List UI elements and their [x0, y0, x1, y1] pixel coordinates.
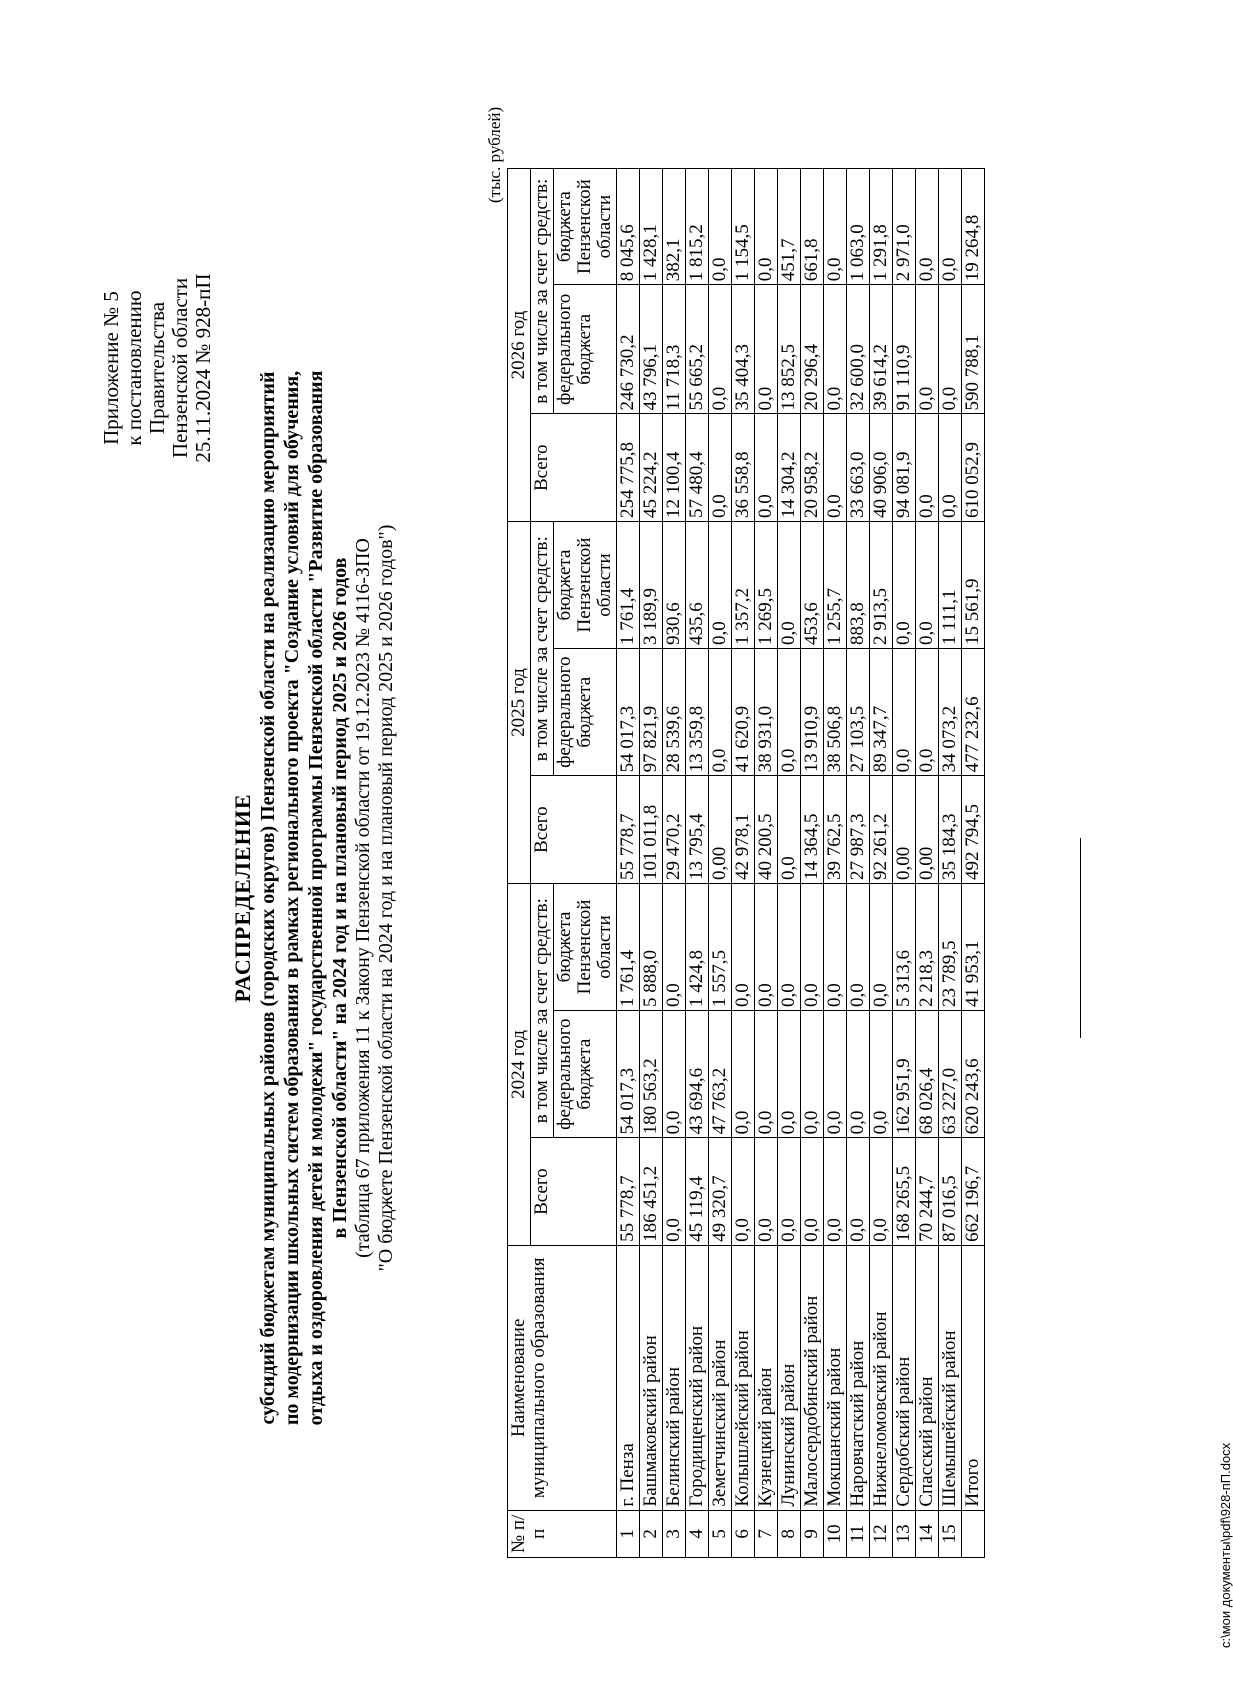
- row-number: 15: [939, 1510, 962, 1557]
- row-number: 9: [801, 1510, 824, 1557]
- amount-cell: 47 763,2: [709, 1010, 732, 1137]
- title-line: в Пензенской области" на 2024 год и на плановый период 2025 и 2026 годов: [329, 557, 351, 1239]
- separator-line: [1080, 838, 1081, 1038]
- amount-cell: 5 313,6: [893, 883, 916, 1010]
- municipality-name: Городищенский район: [686, 1245, 709, 1510]
- amount-cell: 0,0: [755, 169, 778, 285]
- amount-cell: 97 821,9: [640, 649, 663, 776]
- amount-cell: 34 073,2: [939, 649, 962, 776]
- amount-cell: 0,0: [755, 1010, 778, 1137]
- amount-cell: 590 788,1: [962, 285, 985, 414]
- amount-cell: 29 470,2: [663, 776, 686, 884]
- amount-cell: 43 694,6: [686, 1010, 709, 1137]
- amount-cell: 49 320,7: [709, 1138, 732, 1246]
- amount-cell: 68 026,4: [916, 1010, 939, 1137]
- amount-cell: 0,0: [709, 649, 732, 776]
- amount-cell: 0,0: [870, 883, 893, 1010]
- amount-cell: 0,00: [709, 776, 732, 884]
- amount-cell: 1 357,2: [732, 522, 755, 649]
- amount-cell: 1 424,8: [686, 883, 709, 1010]
- amount-cell: 40 906,0: [870, 414, 893, 522]
- amount-cell: 41 953,1: [962, 883, 985, 1010]
- amount-cell: 0,0: [801, 883, 824, 1010]
- amount-cell: 27 103,5: [847, 649, 870, 776]
- municipality-name: Башмаковский район: [640, 1245, 663, 1510]
- amount-cell: 0,0: [755, 414, 778, 522]
- amount-cell: 40 200,5: [755, 776, 778, 884]
- amount-cell: 0,0: [755, 883, 778, 1010]
- table-row: [870, 169, 893, 1558]
- header-including: в том числе за счет средств:: [531, 883, 554, 1137]
- amount-cell: 0,0: [755, 1138, 778, 1246]
- title-subline: (таблица 67 приложения 11 к Закону Пензенской области от 19.12.2023 № 4116-ЗПО: [352, 538, 374, 1258]
- amount-cell: 661,8: [801, 169, 824, 285]
- amount-cell: 0,0: [663, 883, 686, 1010]
- amount-cell: 3 189,9: [640, 522, 663, 649]
- amount-cell: 883,8: [847, 522, 870, 649]
- amount-cell: 92 261,2: [870, 776, 893, 884]
- amount-cell: 610 052,9: [962, 414, 985, 522]
- amount-cell: 0,0: [916, 285, 939, 414]
- row-number: 3: [663, 1510, 686, 1557]
- amount-cell: 0,0: [870, 1138, 893, 1246]
- header-name: Наименование муниципального образования: [508, 1245, 617, 1510]
- amount-cell: 1 815,2: [686, 169, 709, 285]
- amount-cell: 57 480,4: [686, 414, 709, 522]
- municipality-name: Сердобский район: [893, 1245, 916, 1510]
- amount-cell: 477 232,6: [962, 649, 985, 776]
- row-number: [962, 1510, 985, 1557]
- amount-cell: 36 558,8: [732, 414, 755, 522]
- header-total: Всего: [531, 414, 617, 522]
- amount-cell: 186 451,2: [640, 1138, 663, 1246]
- amount-cell: 0,0: [801, 1010, 824, 1137]
- amount-cell: 0,0: [663, 1138, 686, 1246]
- amount-cell: 0,0: [801, 1138, 824, 1246]
- amount-cell: 38 931,0: [755, 649, 778, 776]
- amount-cell: 0,0: [778, 1138, 801, 1246]
- amount-cell: 55 665,2: [686, 285, 709, 414]
- amount-cell: 0,0: [939, 169, 962, 285]
- amount-cell: 1 291,8: [870, 169, 893, 285]
- attachment-line: 25.11.2024 № 928-пП: [191, 273, 215, 463]
- title-line: субсидий бюджетам муниципальных районов (городских округов) Пензенской области на реализацию мероприятий: [257, 371, 279, 1425]
- header-year-2025: 2025 год: [508, 522, 531, 884]
- table-body: [617, 169, 985, 1558]
- amount-cell: 0,0: [824, 285, 847, 414]
- amount-cell: 13 852,5: [778, 285, 801, 414]
- amount-cell: 45 224,2: [640, 414, 663, 522]
- amount-cell: 0,0: [824, 1010, 847, 1137]
- amount-cell: 35 184,3: [939, 776, 962, 884]
- amount-cell: 0,0: [778, 776, 801, 884]
- title-heading: РАСПРЕДЕЛЕНИЕ: [230, 793, 255, 1003]
- amount-cell: 33 663,0: [847, 414, 870, 522]
- amount-cell: 0,0: [824, 1138, 847, 1246]
- municipality-name: Итого: [962, 1245, 985, 1510]
- amount-cell: 14 364,5: [801, 776, 824, 884]
- header-year-2024: 2024 год: [508, 883, 531, 1245]
- amount-cell: 0,0: [939, 285, 962, 414]
- amount-cell: 2 218,3: [916, 883, 939, 1010]
- header-regional: бюджета Пензенской области: [554, 522, 617, 649]
- amount-cell: 13 910,9: [801, 649, 824, 776]
- header-regional: бюджета Пензенской области: [554, 883, 617, 1010]
- table-row: [732, 169, 755, 1558]
- row-number: 2: [640, 1510, 663, 1557]
- amount-cell: 382,1: [663, 169, 686, 285]
- amount-cell: 12 100,4: [663, 414, 686, 522]
- amount-cell: 0,0: [732, 1138, 755, 1246]
- amount-cell: 87 016,5: [939, 1138, 962, 1246]
- amount-cell: 54 017,3: [617, 1010, 640, 1137]
- amount-cell: 54 017,3: [617, 649, 640, 776]
- row-number: 7: [755, 1510, 778, 1557]
- amount-cell: 20 296,4: [801, 285, 824, 414]
- amount-cell: 70 244,7: [916, 1138, 939, 1246]
- amount-cell: 0,0: [709, 285, 732, 414]
- amount-cell: 0,0: [916, 414, 939, 522]
- table-row: [663, 169, 686, 1558]
- header-including: в том числе за счет средств:: [531, 522, 554, 776]
- table-row: [916, 169, 939, 1558]
- row-number: 13: [893, 1510, 916, 1557]
- row-number: 6: [732, 1510, 755, 1557]
- document-title: [230, 268, 398, 1528]
- amount-cell: 1 761,4: [617, 522, 640, 649]
- municipality-name: Кузнецкий район: [755, 1245, 778, 1510]
- row-number: 14: [916, 1510, 939, 1557]
- table-row: [962, 169, 985, 1558]
- amount-cell: 39 762,5: [824, 776, 847, 884]
- row-number: 1: [617, 1510, 640, 1557]
- row-number: 12: [870, 1510, 893, 1557]
- amount-cell: 246 730,2: [617, 285, 640, 414]
- amount-cell: 0,0: [709, 522, 732, 649]
- amount-cell: 39 614,2: [870, 285, 893, 414]
- amount-cell: 19 264,8: [962, 169, 985, 285]
- municipality-name: Спасский район: [916, 1245, 939, 1510]
- amount-cell: 13 795,4: [686, 776, 709, 884]
- amount-cell: 0,0: [778, 1010, 801, 1137]
- amount-cell: 1 269,5: [755, 522, 778, 649]
- table-row: [778, 169, 801, 1558]
- amount-cell: 0,0: [755, 285, 778, 414]
- municipality-name: г. Пенза: [617, 1245, 640, 1510]
- amount-cell: 0,0: [893, 649, 916, 776]
- amount-cell: 1 557,5: [709, 883, 732, 1010]
- amount-cell: 55 778,7: [617, 776, 640, 884]
- table-row: [755, 169, 778, 1558]
- amount-cell: 45 119,4: [686, 1138, 709, 1246]
- amount-cell: 0,0: [893, 522, 916, 649]
- amount-cell: 162 951,9: [893, 1010, 916, 1137]
- amount-cell: 1 428,1: [640, 169, 663, 285]
- amount-cell: 28 539,6: [663, 649, 686, 776]
- amount-cell: 0,0: [916, 169, 939, 285]
- title-subline: "О бюджете Пензенской области на 2024 год и на плановый период 2025 и 2026 годов"): [375, 524, 397, 1272]
- amount-cell: 0,0: [939, 414, 962, 522]
- units-label: (тыс. рублей): [485, 106, 504, 203]
- header-federal: федерального бюджета: [554, 1010, 617, 1137]
- table-row: [617, 169, 640, 1558]
- amount-cell: 0,0: [778, 883, 801, 1010]
- header-year-2026: 2026 год: [508, 169, 531, 522]
- header-total: Всего: [531, 1138, 617, 1246]
- municipality-name: Нижнеломовский район: [870, 1245, 893, 1510]
- header-num: № п/п: [508, 1510, 617, 1557]
- amount-cell: 662 196,7: [962, 1138, 985, 1246]
- amount-cell: 55 778,7: [617, 1138, 640, 1246]
- amount-cell: 492 794,5: [962, 776, 985, 884]
- amount-cell: 0,00: [916, 776, 939, 884]
- header-total: Всего: [531, 776, 617, 884]
- amount-cell: 0,0: [870, 1010, 893, 1137]
- amount-cell: 38 506,8: [824, 649, 847, 776]
- amount-cell: 11 718,3: [663, 285, 686, 414]
- municipality-name: Шемышейский район: [939, 1245, 962, 1510]
- amount-cell: 0,0: [916, 522, 939, 649]
- amount-cell: 89 347,7: [870, 649, 893, 776]
- table-row: [824, 169, 847, 1558]
- amount-cell: 620 243,6: [962, 1010, 985, 1137]
- amount-cell: 63 227,0: [939, 1010, 962, 1137]
- amount-cell: 27 987,3: [847, 776, 870, 884]
- amount-cell: 1 111,1: [939, 522, 962, 649]
- amount-cell: 0,0: [916, 649, 939, 776]
- title-line: отдыха и оздоровления детей и молодежи" государственной программы Пензенской области "Развитие образования: [305, 370, 327, 1426]
- municipality-name: Земетчинский район: [709, 1245, 732, 1510]
- row-number: 4: [686, 1510, 709, 1557]
- amount-cell: 8 045,6: [617, 169, 640, 285]
- header-federal: федерального бюджета: [554, 285, 617, 414]
- attachment-line: к постановлению Правительства: [122, 290, 169, 446]
- amount-cell: 0,0: [732, 883, 755, 1010]
- municipality-name: Малосердобинский район: [801, 1245, 824, 1510]
- header-including: в том числе за счет средств:: [531, 169, 554, 414]
- row-number: 8: [778, 1510, 801, 1557]
- amount-cell: 91 110,9: [893, 285, 916, 414]
- amount-cell: 0,0: [663, 1010, 686, 1137]
- row-number: 10: [824, 1510, 847, 1557]
- row-number: 5: [709, 1510, 732, 1557]
- amount-cell: 0,0: [778, 522, 801, 649]
- amount-cell: 15 561,9: [962, 522, 985, 649]
- amount-cell: 2 913,5: [870, 522, 893, 649]
- amount-cell: 20 958,2: [801, 414, 824, 522]
- amount-cell: 2 971,0: [893, 169, 916, 285]
- municipality-name: Лунинский район: [778, 1245, 801, 1510]
- municipality-name: Мокшанский район: [824, 1245, 847, 1510]
- amount-cell: 41 620,9: [732, 649, 755, 776]
- amount-cell: 0,0: [732, 1010, 755, 1137]
- amount-cell: 13 359,8: [686, 649, 709, 776]
- amount-cell: 23 789,5: [939, 883, 962, 1010]
- table-row: [847, 169, 870, 1558]
- amount-cell: 168 265,5: [893, 1138, 916, 1246]
- row-number: 11: [847, 1510, 870, 1557]
- amount-cell: 180 563,2: [640, 1010, 663, 1137]
- amount-cell: 14 304,2: [778, 414, 801, 522]
- table-row: [686, 169, 709, 1558]
- amount-cell: 5 888,0: [640, 883, 663, 1010]
- amount-cell: 453,6: [801, 522, 824, 649]
- table-row: [640, 169, 663, 1558]
- rotated-page: [60, 48, 1233, 1648]
- municipality-name: Колышлейский район: [732, 1245, 755, 1510]
- municipality-name: Белинский район: [663, 1245, 686, 1510]
- amount-cell: 1 255,7: [824, 522, 847, 649]
- amount-cell: 0,0: [709, 414, 732, 522]
- amount-cell: 1 154,5: [732, 169, 755, 285]
- amount-cell: 42 978,1: [732, 776, 755, 884]
- amount-cell: 0,0: [778, 649, 801, 776]
- amount-cell: 435,6: [686, 522, 709, 649]
- header-regional: бюджета Пензенской области: [554, 169, 617, 285]
- header-federal: федерального бюджета: [554, 649, 617, 776]
- table-row: [709, 169, 732, 1558]
- attachment-line: Приложение № 5: [99, 291, 123, 445]
- amount-cell: 930,6: [663, 522, 686, 649]
- municipality-name: Наровчатский район: [847, 1245, 870, 1510]
- table-row: [939, 169, 962, 1558]
- file-path-footer: c:\мои документы\pdf\928-пП.docx: [1218, 1442, 1233, 1648]
- amount-cell: 0,0: [824, 169, 847, 285]
- amount-cell: 0,0: [847, 1010, 870, 1137]
- title-line: по модернизации школьных систем образования в рамках регионального проекта "Создание условий для обучения,: [281, 370, 303, 1426]
- amount-cell: 0,0: [847, 1138, 870, 1246]
- attachment-line: Пензенской области: [168, 277, 192, 459]
- amount-cell: 0,0: [847, 883, 870, 1010]
- attachment-note: [100, 238, 215, 498]
- amount-cell: 0,0: [824, 883, 847, 1010]
- amount-cell: 43 796,1: [640, 285, 663, 414]
- amount-cell: 94 081,9: [893, 414, 916, 522]
- table-row: [801, 169, 824, 1558]
- amount-cell: 1 761,4: [617, 883, 640, 1010]
- amount-cell: 0,0: [824, 414, 847, 522]
- amount-cell: 1 063,0: [847, 169, 870, 285]
- distribution-table: [507, 168, 985, 1558]
- amount-cell: 451,7: [778, 169, 801, 285]
- amount-cell: 0,0: [709, 169, 732, 285]
- amount-cell: 0,00: [893, 776, 916, 884]
- amount-cell: 32 600,0: [847, 285, 870, 414]
- amount-cell: 35 404,3: [732, 285, 755, 414]
- table-row: [893, 169, 916, 1558]
- amount-cell: 254 775,8: [617, 414, 640, 522]
- amount-cell: 101 011,8: [640, 776, 663, 884]
